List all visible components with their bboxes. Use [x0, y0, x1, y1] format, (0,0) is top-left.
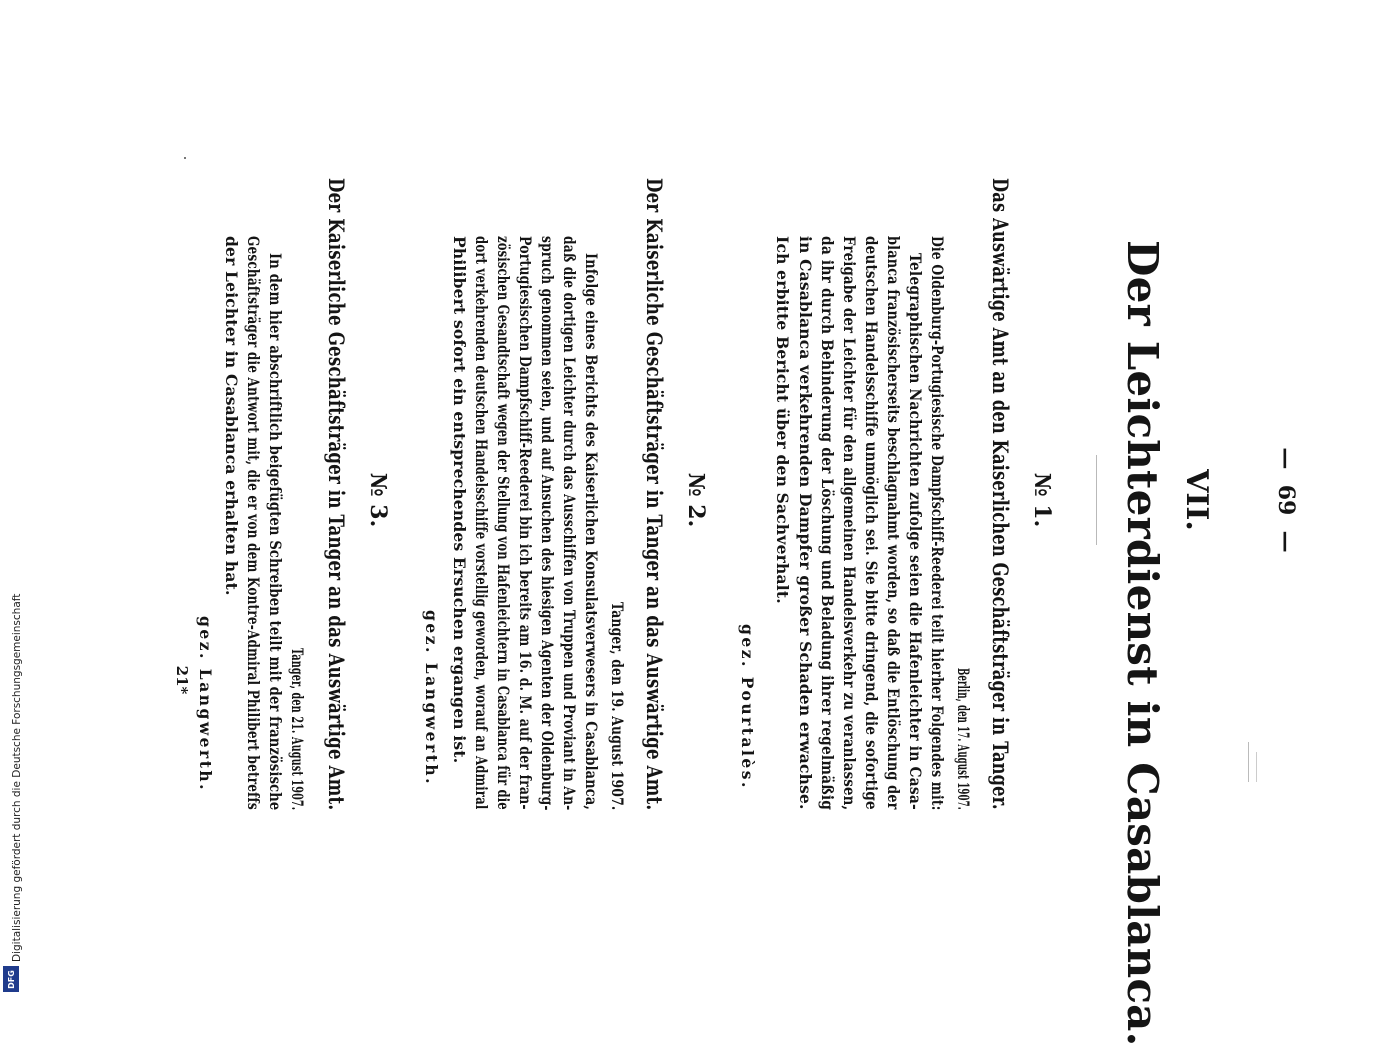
doc2-dateline: Tanger, den 19. August 1907.	[608, 602, 627, 811]
page-number: 69	[1273, 484, 1299, 516]
chapter-numeral: VII.	[1179, 469, 1214, 531]
doc2-line: Infolge eines Berichts des Kaiserlichen Konsulatsverwesers in Casablanca,	[582, 253, 601, 811]
doc3-heading: Der Kaiserliche Geschäftsträger in Tanger an das Auswärtige Amt.	[324, 178, 349, 811]
doc3-line: In dem hier abschriftlich beigefügten Schreiben teilt mit der französische	[266, 253, 285, 811]
doc1-signature: gez. Pourtalès.	[738, 624, 757, 790]
doc3-signature: gez. Langwerth.	[196, 616, 215, 793]
doc2-line: Philibert sofort ein entsprechendes Ersuchen ergangen ist.	[450, 236, 469, 764]
doc1-line: Freigabe der Leichter für den allgemeinen Handelsverkehr zu veranlassen,	[840, 236, 859, 811]
doc1-heading: Das Auswärtige Amt an den Kaiserlichen Geschäftsträger in Tanger.	[988, 178, 1013, 810]
chapter-title: Der Leichterdienst in Casablanca.	[1118, 240, 1167, 1046]
doc2-line: dort verkehrenden deutschen Handelsschiffe vorstellig geworden, worauf an Admiral	[472, 236, 491, 810]
doc2-signature: gez. Langwerth.	[422, 610, 441, 787]
doc2-number: № 2.	[683, 472, 709, 528]
doc1-line: deutschen Handelsschiffe unmöglich sei. Sie bitte dringend, die sofortige	[862, 236, 881, 810]
doc3-dateline: Tanger, den 21. August 1907.	[288, 648, 307, 811]
doc3-line: der Leichter in Casablanca erhalten hat.	[222, 236, 241, 596]
page-number-line: — 69 —	[1273, 447, 1299, 553]
doc3-line: Geschäftsträger die Antwort mit, die er von dem Kontre-Admiral Philibert betreffs	[244, 236, 263, 810]
doc2-line: daß die dortigen Leichter durch das Ausschiffen von Truppen und Proviant in An-	[560, 236, 579, 811]
title-rule	[1096, 455, 1097, 545]
signature-mark: 21*	[173, 665, 191, 695]
doc2-line: spruch genommen seien, und auf Ansuchen des hiesigen Agenten der Oldenburg-	[538, 236, 557, 811]
doc1-line: Die Oldenburg-Portugiesische Dampfschiff-Reederei teilt hierher Folgendes mit:	[928, 236, 947, 811]
doc1-line: blanca französischerseits beschlagnahmt worden, so daß die Entlöschung der	[884, 236, 903, 810]
doc1-number: № 1.	[1029, 472, 1055, 528]
doc3-number: № 3.	[365, 472, 391, 528]
doc1-dateline: Berlin, den 17. August 1907.	[954, 668, 973, 810]
dfg-logo-text: DFG	[6, 969, 16, 989]
doc1-line: da ihr durch Behinderung der Löschung und Beladung ihrer regelmäßig	[818, 236, 837, 811]
doc2-line: Portugiesischen Dampfschiff-Reederei bin ich bereits am 16. d. M. auf der fran-	[516, 236, 535, 810]
doc2-heading: Der Kaiserliche Geschäftsträger in Tanger an das Auswärtige Amt.	[642, 178, 667, 811]
doc1-line: Ich erbitte Bericht über den Sachverhalt.	[773, 236, 792, 604]
doc1-line: in Casablanca verkehrenden Dampfer großer Schaden erwachse.	[796, 236, 815, 810]
doc1-line: Telegraphischen Nachrichten zufolge seien die Hafenleichter in Casa-	[906, 253, 925, 810]
doc2-line: zösischen Gesandtschaft wegen der Stellung von Hafenleichtern in Casablanca für die	[494, 236, 513, 810]
funding-credit-text: Digitalisierung gefördert durch die Deutsche Forschungsgemeinschaft	[11, 593, 23, 962]
